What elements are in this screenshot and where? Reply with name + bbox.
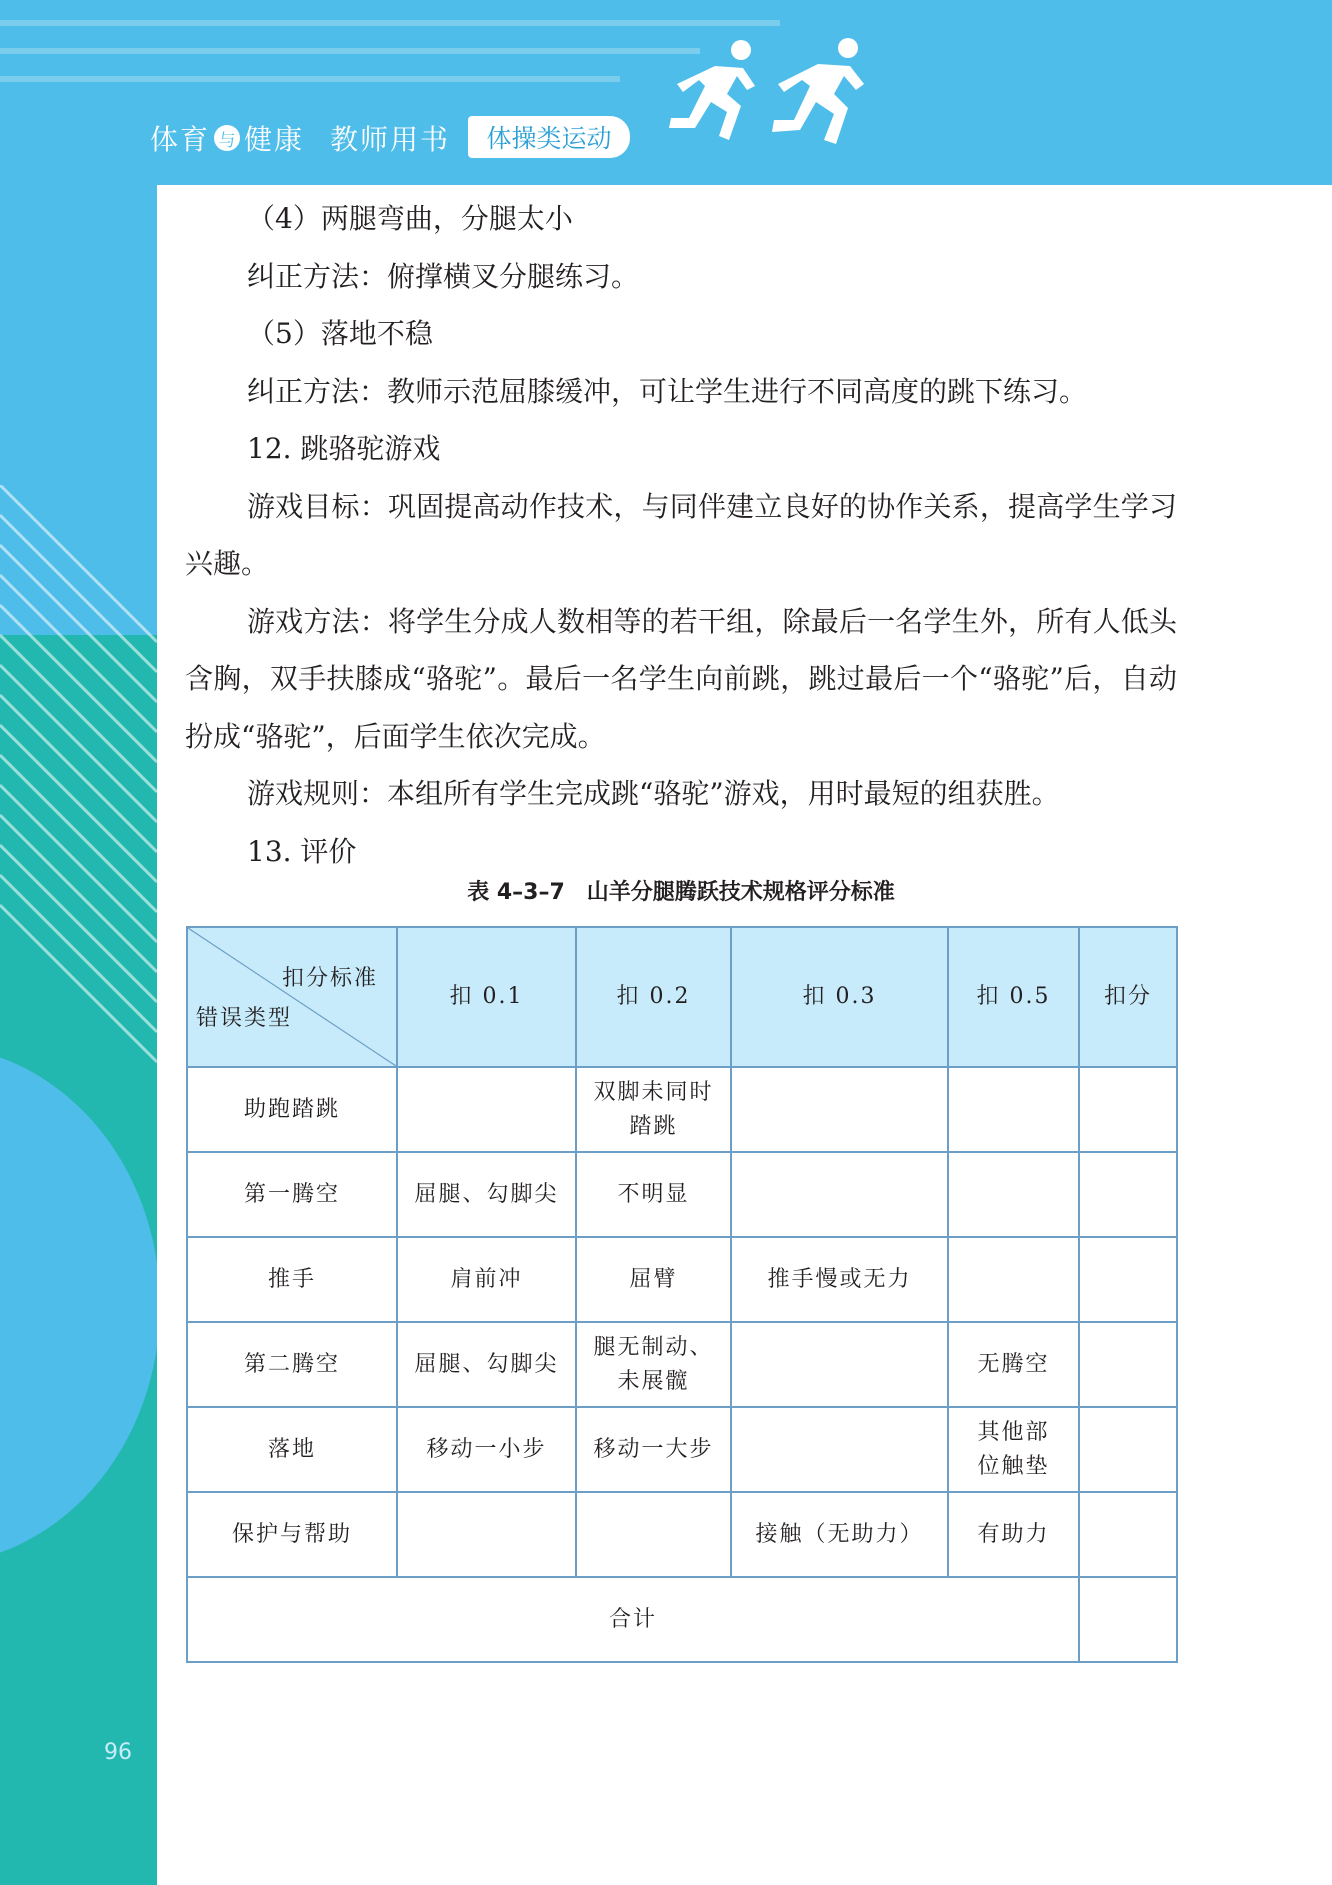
book-title-part1: 体育 bbox=[150, 123, 211, 156]
paragraph: 13. 评价 bbox=[247, 834, 357, 868]
row-type-cell: 助跑踏跳 bbox=[187, 1067, 397, 1152]
table-cell bbox=[731, 1152, 948, 1237]
table-row bbox=[187, 1152, 1177, 1237]
row-type-cell: 第一腾空 bbox=[187, 1152, 397, 1237]
paragraph: 纠正方法：俯撑横叉分腿练习。 bbox=[247, 259, 640, 293]
table-cell: 屈腿、勾脚尖 bbox=[397, 1322, 576, 1407]
paragraph: 12. 跳骆驼游戏 bbox=[247, 432, 441, 465]
score-cell bbox=[1079, 1492, 1177, 1577]
table-cell bbox=[948, 1237, 1079, 1322]
table-cell: 腿无制动、未展髋 bbox=[576, 1322, 731, 1407]
paragraph: （5）落地不稳 bbox=[247, 317, 433, 350]
left-decoration bbox=[0, 185, 157, 1885]
table-cell bbox=[397, 1067, 576, 1152]
table-cell: 屈臂 bbox=[576, 1237, 731, 1322]
table-row bbox=[187, 1492, 1177, 1577]
row-type-cell: 第二腾空 bbox=[187, 1322, 397, 1407]
total-score-cell bbox=[1079, 1577, 1177, 1662]
page-header bbox=[0, 0, 1332, 185]
table-row bbox=[187, 1322, 1177, 1407]
table-cell: 有助力 bbox=[948, 1492, 1079, 1577]
row-type-cell: 保护与帮助 bbox=[187, 1492, 397, 1577]
table-cell bbox=[948, 1152, 1079, 1237]
grading-table bbox=[186, 926, 1178, 1663]
section-tag: 体操类运动 bbox=[468, 116, 630, 158]
table-cell bbox=[397, 1492, 576, 1577]
page-number: 96 bbox=[104, 1740, 132, 1765]
paragraph: 游戏目标：巩固提高动作技术，与同伴建立良好的协作关系，提高学生学习兴趣。 bbox=[185, 489, 1177, 580]
column-header: 扣 0.2 bbox=[576, 927, 731, 1067]
table-cell: 肩前冲 bbox=[397, 1237, 576, 1322]
corner-bottom-label: 错误类型 bbox=[196, 1006, 293, 1031]
table-caption: 表 4–3–7 山羊分腿腾跃技术规格评分标准 bbox=[467, 880, 895, 905]
table-cell bbox=[948, 1067, 1079, 1152]
book-title bbox=[150, 116, 450, 160]
paragraph: 游戏规则：本组所有学生完成跳“骆驼”游戏，用时最短的组获胜。 bbox=[247, 777, 1060, 810]
column-header: 扣分 bbox=[1079, 927, 1177, 1067]
table-cell: 移动一小步 bbox=[397, 1407, 576, 1492]
table-corner-cell bbox=[187, 927, 397, 1067]
column-header: 扣 0.3 bbox=[731, 927, 948, 1067]
score-cell bbox=[1079, 1407, 1177, 1492]
table-cell: 无腾空 bbox=[948, 1322, 1079, 1407]
score-cell bbox=[1079, 1067, 1177, 1152]
score-cell bbox=[1079, 1322, 1177, 1407]
table-row bbox=[187, 1067, 1177, 1152]
header-stripe bbox=[0, 48, 700, 54]
table-header-row bbox=[187, 927, 1177, 1067]
paragraph: 纠正方法：教师示范屈膝缓冲，可让学生进行不同高度的跳下练习。 bbox=[247, 374, 1088, 408]
paragraph: （4）两腿弯曲，分腿太小 bbox=[247, 202, 573, 235]
table-cell: 推手慢或无力 bbox=[731, 1237, 948, 1322]
table-total-row bbox=[187, 1577, 1177, 1662]
score-cell bbox=[1079, 1152, 1177, 1237]
total-label-cell: 合计 bbox=[187, 1577, 1079, 1662]
row-type-cell: 推手 bbox=[187, 1237, 397, 1322]
table-cell: 接触（无助力） bbox=[731, 1492, 948, 1577]
column-header: 扣 0.5 bbox=[948, 927, 1079, 1067]
score-cell bbox=[1079, 1237, 1177, 1322]
paragraph: 游戏方法：将学生分成人数相等的若干组，除最后一名学生外，所有人低头含胸，双手扶膝成“骆驼”。最后一名学生向前跳，跳过最后一个“骆驼”后，自动扮成“骆驼”，后面学生依次完成。 bbox=[185, 604, 1177, 753]
header-stripe bbox=[0, 76, 620, 82]
book-title-part2: 健康 bbox=[244, 123, 305, 156]
table-cell: 不明显 bbox=[576, 1152, 731, 1237]
table-cell: 移动一大步 bbox=[576, 1407, 731, 1492]
header-stripe bbox=[0, 20, 780, 26]
table-cell bbox=[731, 1322, 948, 1407]
body-text bbox=[185, 190, 1177, 880]
book-title-part3: 教师用书 bbox=[330, 123, 451, 156]
table-cell bbox=[576, 1492, 731, 1577]
table-row bbox=[187, 1237, 1177, 1322]
table-cell bbox=[731, 1067, 948, 1152]
table-row bbox=[187, 1407, 1177, 1492]
book-title-yu-badge: 与 bbox=[214, 125, 240, 151]
table-cell: 其他部位触垫 bbox=[948, 1407, 1079, 1492]
table-cell bbox=[731, 1407, 948, 1492]
row-type-cell: 落地 bbox=[187, 1407, 397, 1492]
column-header: 扣 0.1 bbox=[397, 927, 576, 1067]
table-cell: 双脚未同时踏跳 bbox=[576, 1067, 731, 1152]
corner-top-label: 扣分标准 bbox=[281, 966, 378, 991]
table-cell: 屈腿、勾脚尖 bbox=[397, 1152, 576, 1237]
runner-icon bbox=[755, 36, 885, 156]
